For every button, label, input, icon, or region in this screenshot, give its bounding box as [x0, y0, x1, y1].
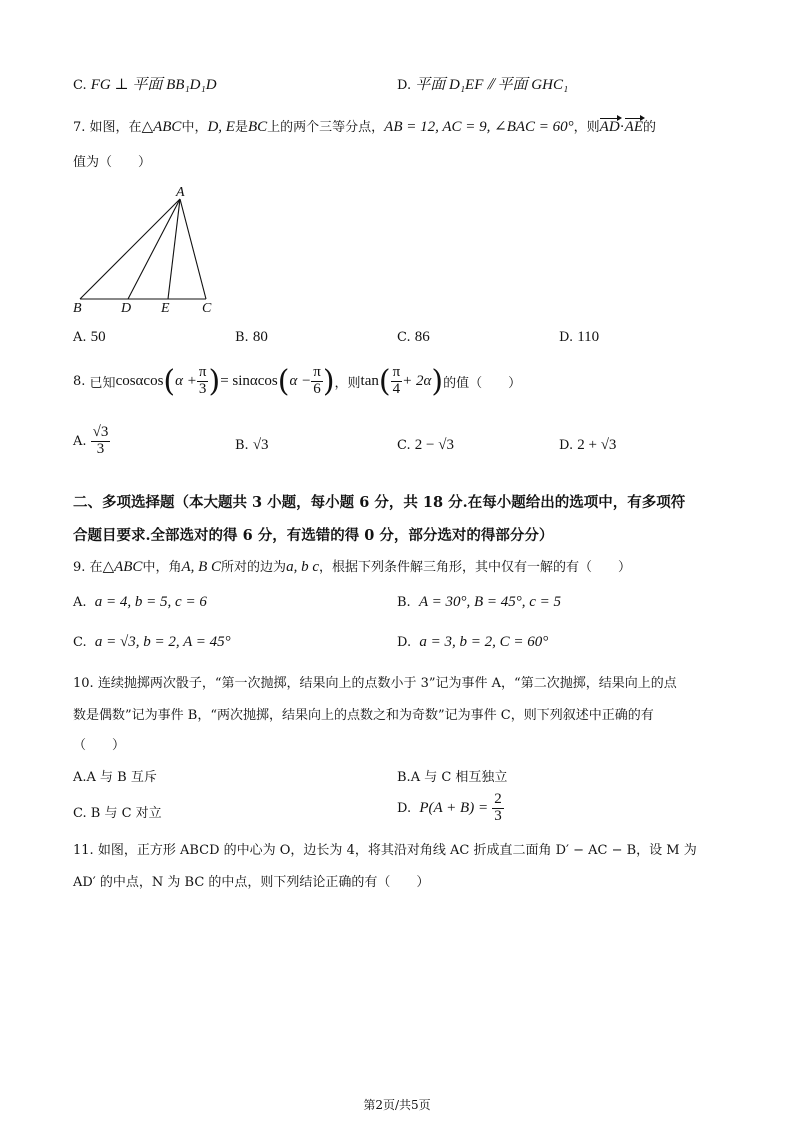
section2-heading-line2: 合题目要求.全部选对的得 6 分，有选错的得 0 分，部分选对的得部分分） — [73, 527, 554, 544]
paren-close: ) — [322, 363, 335, 399]
option-label: A. — [73, 330, 87, 345]
stem-text: 上的两个三等分点， — [267, 120, 385, 135]
option-expr: P(A + B) = — [419, 799, 489, 816]
denominator: 6 — [313, 380, 321, 397]
option-value: 86 — [414, 329, 430, 345]
vector-ad: AD — [599, 119, 620, 135]
option-value: a = 3, b = 2, C = 60° — [419, 634, 549, 650]
denominator: 3 — [198, 380, 207, 397]
q9-option-c — [73, 634, 231, 651]
option-label: C. — [73, 806, 87, 821]
label-b: B — [73, 301, 82, 314]
option-value: A = 30°, B = 45°, c = 5 — [418, 594, 562, 610]
option-value: 2 + √3 — [577, 437, 617, 453]
numerator: √3 — [92, 424, 109, 440]
option-label: B. — [235, 330, 249, 345]
q6-option-c — [73, 73, 217, 94]
vector-ae: AE — [624, 119, 643, 135]
option-label: D. — [397, 635, 412, 650]
q9-option-a — [73, 594, 207, 611]
expr-cos: cosαcos — [115, 372, 164, 389]
sides-abc: a, b c — [286, 559, 319, 575]
segment-ac — [180, 199, 206, 299]
q10-stem-line3: （ ） — [73, 738, 126, 753]
option-label: A. — [73, 595, 87, 610]
q8-option-b — [235, 437, 269, 454]
q7-option-a — [73, 329, 106, 346]
question-number: 7. — [73, 120, 86, 135]
q8-option-c — [397, 437, 454, 454]
q9-option-d — [397, 634, 548, 651]
page-footer: 第2页/共5页 — [363, 1098, 431, 1112]
option-label: D. — [397, 78, 412, 93]
q7-option-d — [559, 329, 599, 346]
option-value: 80 — [252, 329, 268, 345]
option-label: C. — [397, 438, 411, 453]
expr-sin: = sinαcos — [220, 372, 278, 389]
stem-text: ，根据下列条件解三角形，其中仅有一解的有（ ） — [318, 560, 631, 575]
q10-option-a — [73, 766, 157, 785]
paren-open: ( — [277, 363, 290, 399]
label-e: E — [161, 301, 170, 314]
option-value: 110 — [577, 329, 600, 345]
q7-option-b — [235, 329, 268, 346]
expr-alpha-plus: α + — [175, 372, 197, 389]
q7-stem-line2: 值为（ ） — [73, 155, 152, 170]
option-label: D. — [559, 438, 574, 453]
label-c: C — [202, 301, 212, 314]
question-number: 8. — [73, 373, 86, 389]
stem-text: 已知 — [89, 375, 116, 391]
option-label: A. — [73, 770, 87, 785]
denominator: 3 — [494, 807, 502, 824]
numerator: π — [392, 363, 401, 380]
option-value: a = √3, b = 2, A = 45° — [94, 634, 231, 650]
option-value: 50 — [90, 329, 106, 345]
paren-open: ( — [163, 363, 176, 399]
q6-option-d — [397, 73, 568, 94]
stem-text: 如图，正方形 ABCD 的中心为 O，边长为 4，将其沿对角线 AC 折成直二面角 D′ − AC − B，设 M 为 — [97, 843, 697, 858]
numerator: π — [313, 363, 321, 380]
option-value: A 与 C 相互独立 — [410, 770, 508, 785]
section2-heading-line1: 二、多项选择题（本大题共 3 小题，每小题 6 分，共 18 分.在每小题给出的选项中，有多项符 — [73, 494, 686, 511]
option-label: B. — [397, 770, 411, 785]
stem-text: 的 — [643, 120, 657, 135]
stem-text: ，则 — [573, 120, 600, 135]
option-value: √3 — [252, 437, 269, 453]
q10-option-b — [397, 766, 507, 785]
segment-ad — [128, 199, 180, 299]
option-label: A. — [73, 433, 87, 449]
option-label: B. — [397, 595, 411, 610]
q7-option-c — [397, 329, 430, 346]
stem-text: 连续抛掷两次骰子，“第一次抛掷，结果向上的点数小于 3”记为事件 A，“第二次抛掷，结果向上的点 — [97, 676, 677, 691]
option-label: D. — [559, 330, 574, 345]
given-values: AB = 12, AC = 9, ∠BAC = 60° — [384, 119, 574, 135]
expr-alpha-minus: α − — [289, 372, 312, 389]
fraction-pi-6 — [311, 365, 323, 398]
segment-ab — [80, 199, 180, 299]
q8-option-a — [73, 425, 110, 458]
q11-stem-line1 — [73, 839, 697, 858]
q8-option-d — [559, 437, 616, 454]
fraction-sqrt3-3 — [91, 425, 111, 458]
q7-stem-line1 — [73, 116, 656, 136]
stem-text: 的值（ ） — [443, 375, 522, 391]
triangle-symbol: △ABC — [102, 559, 143, 575]
stem-text: 如图，在 — [89, 120, 142, 135]
paren-close: ) — [431, 363, 444, 399]
stem-text: ，则 — [334, 375, 361, 391]
q10-option-c — [73, 802, 162, 821]
denominator: 3 — [96, 440, 105, 457]
numerator: π — [198, 363, 207, 380]
label-a: A — [176, 185, 185, 200]
points-de: D, E — [207, 119, 235, 135]
dot-operator: · — [619, 119, 625, 135]
stem-text: 中， — [181, 120, 208, 135]
q8-stem — [73, 357, 521, 405]
expr-plus-2alpha: + 2α — [402, 372, 432, 389]
numerator: 2 — [494, 791, 502, 807]
segment-bc: BC — [247, 119, 268, 135]
option-value: 2 − √3 — [414, 437, 454, 453]
q11-stem-line2: AD′ 的中点，N 为 BC 的中点，则下列结论正确的有（ ） — [73, 875, 430, 890]
fraction-pi-3 — [197, 365, 209, 398]
option-label: C. — [73, 635, 87, 650]
stem-text: 所对的边为 — [221, 560, 287, 575]
option-text: 平面 D₁EF ⫽ 平面 GHC₁ — [415, 77, 569, 93]
question-number: 10. — [73, 676, 94, 691]
label-d: D — [121, 301, 132, 314]
fraction-2-3 — [492, 792, 504, 825]
triangle-symbol: △ABC — [141, 119, 182, 135]
expr-tan: tan — [360, 372, 379, 389]
stem-text: 在 — [89, 560, 103, 575]
option-label: B. — [235, 438, 249, 453]
q10-stem-line2: 数是偶数”记为事件 B，“两次抛掷，结果向上的点数之和为奇数”记为事件 C，则下列叙述中正确的有 — [73, 708, 654, 723]
segment-ae — [168, 199, 180, 299]
question-number: 9. — [73, 560, 86, 575]
paren-close: ) — [208, 363, 221, 399]
stem-text: 是 — [234, 120, 248, 135]
denominator: 4 — [392, 380, 401, 397]
angles-abc: A, B C — [181, 559, 222, 575]
stem-text: 中，角 — [142, 560, 182, 575]
paren-open: ( — [378, 363, 391, 399]
q10-stem-line1 — [73, 672, 677, 691]
q10-option-d — [397, 792, 504, 825]
option-value: B 与 C 对立 — [90, 806, 162, 821]
q9-option-b — [397, 594, 561, 611]
fraction-pi-4 — [391, 365, 403, 398]
option-text: FG ⊥ 平面 BB₁D₁D — [90, 77, 217, 93]
option-value: A 与 B 互斥 — [86, 770, 157, 785]
q7-triangle-figure — [70, 182, 220, 314]
option-label: D. — [397, 800, 412, 816]
option-label: C. — [397, 330, 411, 345]
question-number: 11. — [73, 843, 94, 858]
option-label: C. — [73, 78, 87, 93]
q9-stem — [73, 556, 631, 576]
option-value: a = 4, b = 5, c = 6 — [94, 594, 207, 610]
